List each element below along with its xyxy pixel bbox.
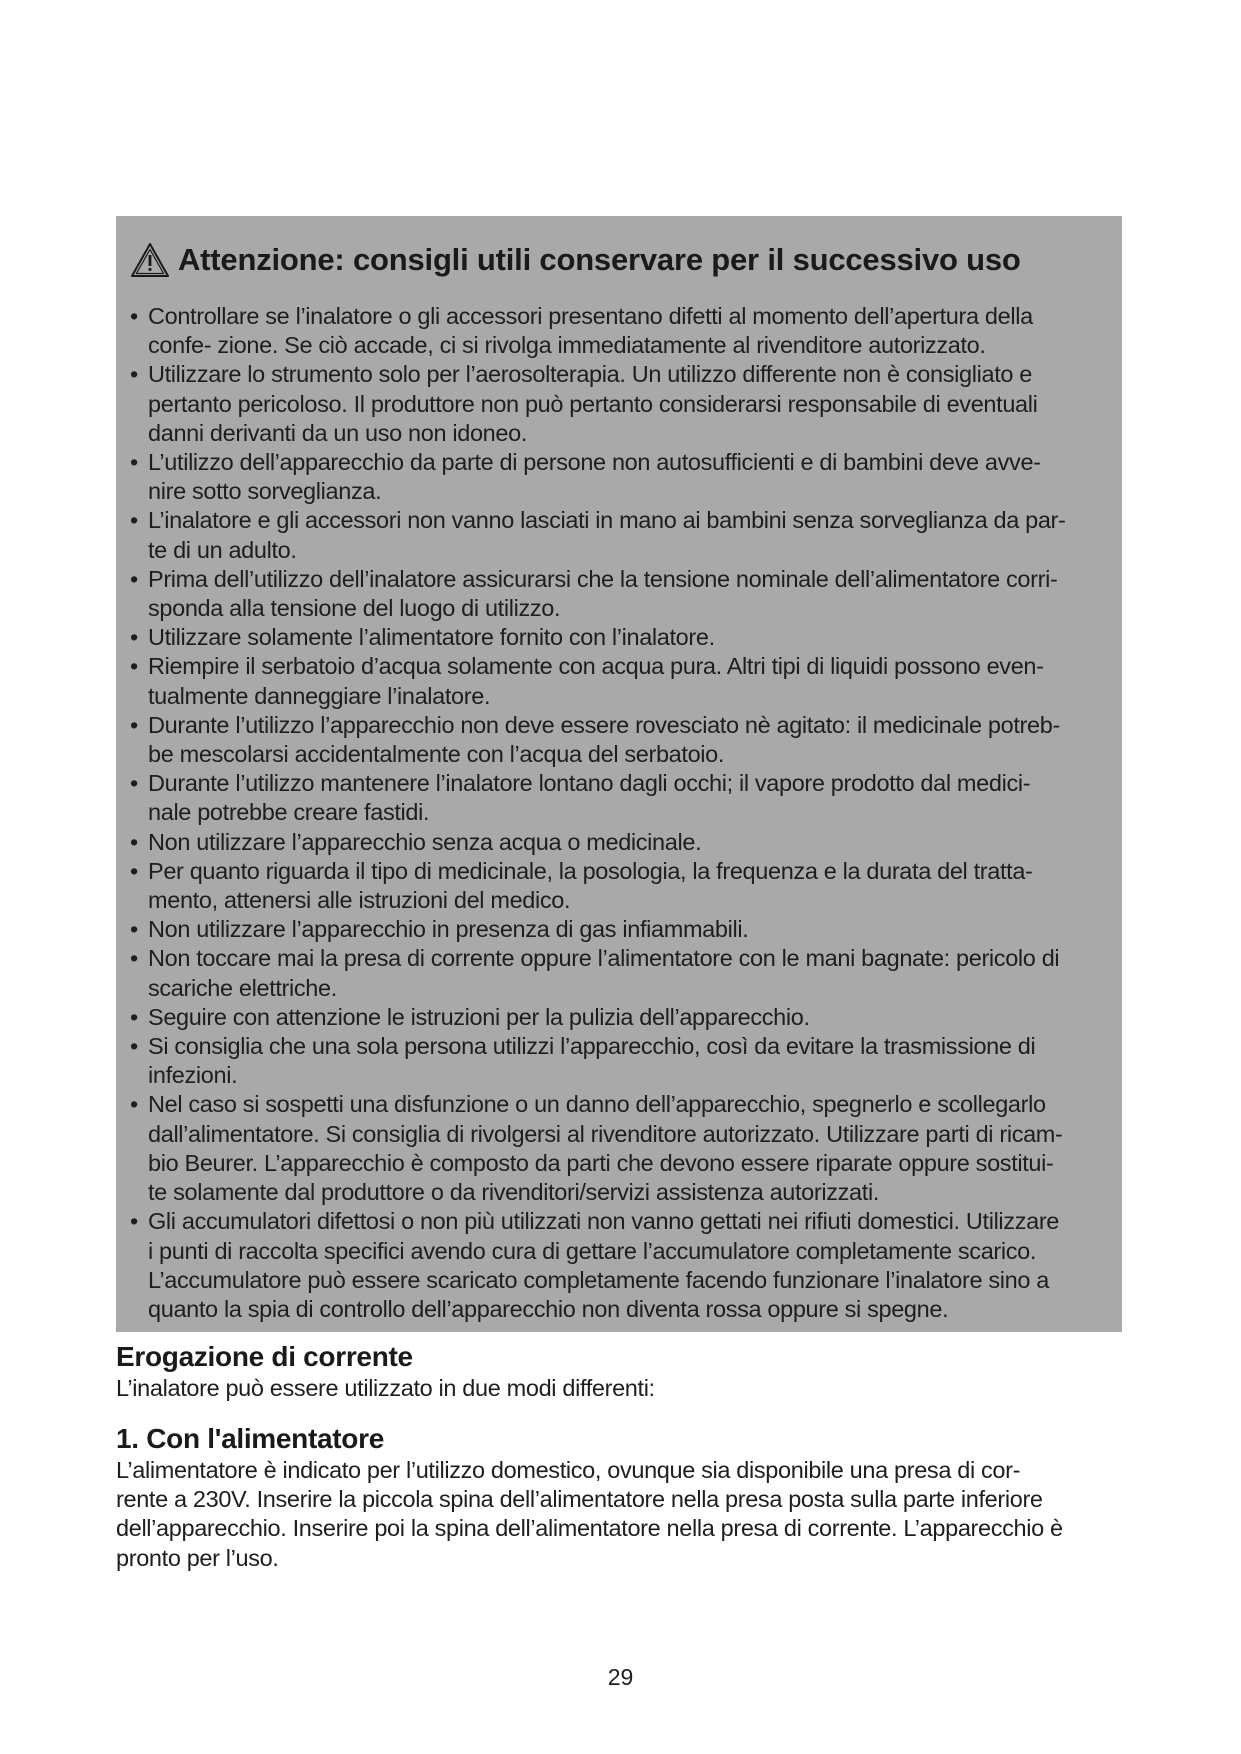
bullet-icon: • xyxy=(130,857,138,884)
adapter-section xyxy=(116,1422,1126,1573)
warning-item-line: Utilizzare solamente l’alimentatore fornito con l’inalatore. xyxy=(148,624,715,651)
warning-item-line: Non utilizzare l’apparecchio senza acqua o medicinale. xyxy=(148,828,702,855)
warning-item xyxy=(130,711,1108,769)
adapter-text-line: L’alimentatore è indicato per l’utilizzo domestico, ovunque sia disponibile una presa di cor- xyxy=(116,1457,1021,1483)
warning-item xyxy=(130,565,1108,623)
warning-item xyxy=(130,915,1108,944)
warning-item-line: Si consiglia che una sola persona utilizzi l’apparecchio, così da evitare la trasmissione di xyxy=(148,1033,1036,1060)
bullet-icon: • xyxy=(130,1033,138,1060)
warning-item xyxy=(130,448,1108,506)
warning-item xyxy=(130,623,1108,652)
warning-item-line: confe- zione. Se ciò accade, ci si rivolga immediatamente al rivenditore autorizzato. xyxy=(148,332,986,359)
warning-item-line: Durante l’utilizzo mantenere l’inalatore lontano dagli occhi; il vapore prodotto dal medici- xyxy=(148,770,1031,797)
bullet-icon: • xyxy=(130,361,138,388)
warning-item-line: Controllare se l’inalatore o gli accessori presentano difetti al momento dell’apertura della xyxy=(148,303,1033,329)
warning-item xyxy=(130,1032,1108,1090)
warning-item xyxy=(130,506,1108,564)
warning-item-line: i punti di raccolta specifici avendo cura di gettare l’accumulatore completamente scarico. xyxy=(148,1237,1037,1264)
warning-item xyxy=(130,857,1108,915)
warning-item xyxy=(130,360,1108,448)
warning-item-line: L’inalatore e gli accessori non vanno lasciati in mano ai bambini senza sorveglianza da par- xyxy=(148,507,1066,534)
warning-item-line: L’accumulatore può essere scaricato completamente facendo funzionare l’inalatore sino a xyxy=(148,1266,1049,1293)
warning-item-line: L’utilizzo dell’apparecchio da parte di persone non autosufficienti e di bambini deve avve- xyxy=(148,449,1041,476)
warning-item-line: mento, attenersi alle istruzioni del medico. xyxy=(148,887,571,914)
bullet-icon: • xyxy=(130,624,138,651)
warning-item-line: Gli accumulatori difettosi o non più utilizzati non vanno gettati nei rifiuti domestici. Utilizzare xyxy=(148,1208,1060,1235)
warning-item xyxy=(130,1003,1108,1032)
warning-item-line: infezioni. xyxy=(148,1062,238,1089)
warning-item xyxy=(130,1090,1108,1207)
adapter-text xyxy=(116,1456,1126,1573)
warning-item-line: Durante l’utilizzo l’apparecchio non deve essere rovesciato nè agitato: il medicinale potreb- xyxy=(148,711,1060,738)
bullet-icon: • xyxy=(130,507,138,534)
warning-item xyxy=(130,828,1108,857)
warning-item-line: nale potrebbe creare fastidi. xyxy=(148,799,430,826)
warning-item-line: te solamente dal produttore o da rivenditori/servizi assistenza autorizzati. xyxy=(148,1179,880,1206)
power-supply-heading: Erogazione di corrente xyxy=(116,1341,413,1372)
power-supply-text: L’inalatore può essere utilizzato in due modi differenti: xyxy=(116,1375,655,1401)
bullet-icon: • xyxy=(130,303,138,329)
bullet-icon: • xyxy=(130,916,138,943)
warning-item-line: Prima dell’utilizzo dell’inalatore assicurarsi che la tensione nominale dell’alimentatore corri- xyxy=(148,565,1058,592)
warning-item-line: tualmente danneggiare l’inalatore. xyxy=(148,682,491,709)
bullet-icon: • xyxy=(130,565,138,592)
bullet-icon: • xyxy=(130,1091,138,1118)
bullet-icon: • xyxy=(130,711,138,738)
warning-item-line: dall’alimentatore. Si consiglia di rivolgersi al rivenditore autorizzato. Utilizzare parti di ricam- xyxy=(148,1120,1063,1147)
power-supply-section xyxy=(116,1340,1126,1403)
adapter-text-line: dell’apparecchio. Inserire poi la spina dell’alimentatore nella presa di corrente. L’apparecchio è xyxy=(116,1515,1063,1542)
warning-item-line: Seguire con attenzione le istruzioni per la pulizia dell’apparecchio. xyxy=(148,1003,810,1030)
warning-item xyxy=(130,944,1108,1002)
warning-item-line: Nel caso si sospetti una disfunzione o un danno dell’apparecchio, spegnerlo e scollegarlo xyxy=(148,1091,1046,1118)
warning-item-line: Per quanto riguarda il tipo di medicinale, la posologia, la frequenza e la durata del tratta- xyxy=(148,857,1033,884)
warning-item-line: Utilizzare lo strumento solo per l’aerosolterapia. Un utilizzo differente non è consigliato e xyxy=(148,361,1032,388)
adapter-text-line: rente a 230V. Inserire la piccola spina dell’alimentatore nella presa posta sulla parte inferiore xyxy=(116,1486,1043,1513)
bullet-icon: • xyxy=(130,770,138,797)
bullet-icon: • xyxy=(130,1208,138,1235)
warning-item-line: bio Beurer. L’apparecchio è composto da parti che devono essere riparate oppure sostitui- xyxy=(148,1149,1054,1176)
bullet-icon: • xyxy=(130,449,138,476)
warning-item-line: sponda alla tensione del luogo di utilizzo. xyxy=(148,595,561,622)
bullet-icon: • xyxy=(130,1003,138,1030)
warning-item-line: be mescolarsi accidentalmente con l’acqua del serbatoio. xyxy=(148,741,725,768)
warning-item xyxy=(130,769,1108,827)
bullet-icon: • xyxy=(130,653,138,680)
warning-item-line: nire sotto sorveglianza. xyxy=(148,478,382,505)
bullet-icon: • xyxy=(130,945,138,972)
warning-item-line: quanto la spia di controllo dell’apparecchio non diventa rossa oppure si spegne. xyxy=(148,1295,949,1322)
warning-header xyxy=(130,238,1108,282)
warning-item-line: Non utilizzare l’apparecchio in presenza di gas infiammabili. xyxy=(148,916,749,943)
page-number: 29 xyxy=(607,1664,634,1690)
warning-item-line: danni derivanti da un uso non idoneo. xyxy=(148,419,528,446)
warning-item-line: Riempire il serbatoio d’acqua solamente con acqua pura. Altri tipi di liquidi possono even- xyxy=(148,653,1044,680)
adapter-heading: 1. Con l'alimentatore xyxy=(116,1423,384,1454)
warning-list xyxy=(130,302,1108,1324)
warning-title: Attenzione: consigli utili conservare per il successivo uso xyxy=(178,242,1021,277)
warning-item-line: scariche elettriche. xyxy=(148,974,337,1001)
warning-item-line: pertanto pericoloso. Il produttore non può pertanto considerarsi responsabile di eventuali xyxy=(148,390,1038,417)
warning-item xyxy=(130,1207,1108,1324)
warning-item xyxy=(130,302,1108,360)
warning-triangle-icon xyxy=(130,242,170,278)
warning-item-line: Non toccare mai la presa di corrente oppure l’alimentatore con le mani bagnate: pericolo di xyxy=(148,945,1060,972)
bullet-icon: • xyxy=(130,828,138,855)
warning-item-line: te di un adulto. xyxy=(148,536,297,563)
warning-box xyxy=(116,216,1122,1332)
warning-item xyxy=(130,652,1108,710)
adapter-text-line: pronto per l’uso. xyxy=(116,1544,279,1571)
